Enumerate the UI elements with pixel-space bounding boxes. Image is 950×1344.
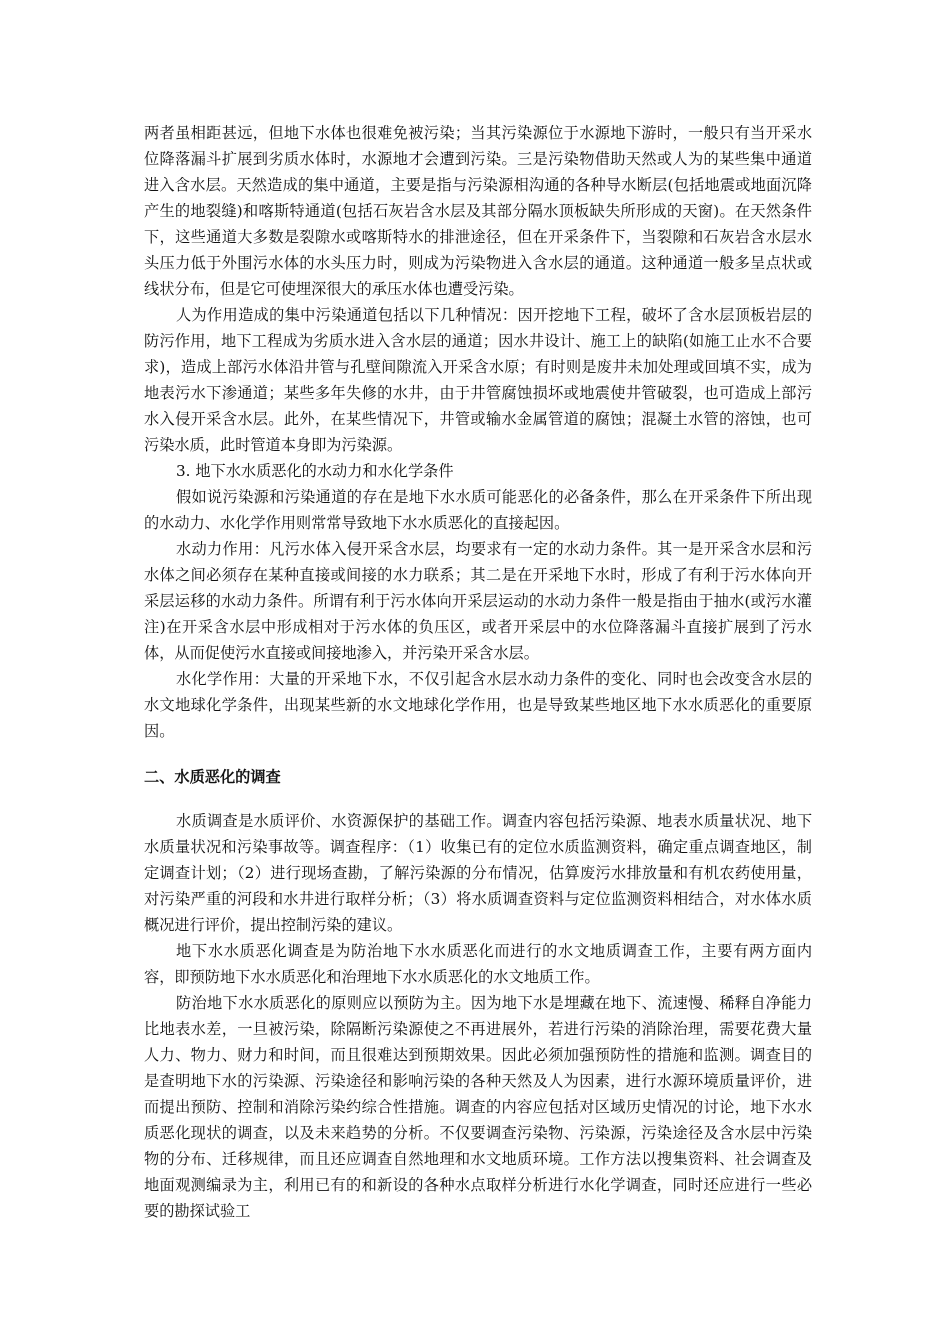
paragraph-2: 人为作用造成的集中污染通道包括以下几种情况：因开挖地下工程，破坏了含水层顶板岩层的防污作用，地下工程成为劣质水进入含水层的通道；因水井设计、施工上的缺陷(如施工止水不合要求)，造成上部污水体沿井管与孔壁间隙流入开采含水原；有时则是废井未加处理或回填不实，成为地表污水下渗通道；某些多年失修的水井，由于井管腐蚀损坏或地震使井管破裂，也可造成上部污水入侵开采含水层。此外，在某些情况下，井管或输水金属管道的腐蚀；混凝土水管的溶蚀，也可污染水质，此时管道本身即为污染源。 xyxy=(144,306,812,454)
spacer xyxy=(144,744,812,764)
document-page xyxy=(144,120,812,1224)
paragraph-9: 防治地下水水质恶化的原则应以预防为主。因为地下水是埋藏在地下、流速慢、稀释自净能力比地表水差，一旦被污染，除隔断污染源使之不再进展外，若进行污染的消除治理，需要花费大量人力、物力、财力和时间，而且很难达到预期效果。因此必须加强预防性的措施和监测。调查目的是查明地下水的污染源、污染途径和影响污染的各种天然及人为因素，进行水源环境质量评价，进而提出预防、控制和消除污染约综合性措施。调查的内容应包括对区域历史情况的讨论，地下水水质恶化现状的调查，以及未来趋势的分析。不仅要调查污染物、污染源，污染途径及含水层中污染物的分布、迁移规律，而且还应调查自然地理和水文地质环境。工作方法以搜集资料、社会调查及地面观测编录为主，利用已有的和新设的各种水点取样分析进行水化学调查，同时还应进行一些必要的勘探试验工 xyxy=(144,994,812,1220)
paragraph-8: 地下水水质恶化调查是为防治地下水水质恶化而进行的水文地质调查工作，主要有两方面内容，即预防地下水水质恶化和治理地下水水质恶化的水文地质工作。 xyxy=(144,942,812,986)
paragraph-4: 假如说污染源和污染通道的存在是地下水水质可能恶化的必备条件，那么在开采条件下所出现的水动力、水化学作用则常常导致地下水水质恶化的直接起因。 xyxy=(144,488,812,532)
paragraph-1: 两者虽相距甚远，但地下水体也很难免被污染；当其污染源位于水源地下游时，一般只有当开采水位降落漏斗扩展到劣质水体时，水源地才会遭到污染。三是污染物借助天然或人为的某些集中通道进入含水层。天然造成的集中通道，主要是指与污染源相沟通的各种导水断层(包括地震或地面沉降产生的地裂缝)和喀斯特通道(包括石灰岩含水层及其部分隔水顶板缺失所形成的天窗)。在天然条件下，这些通道大多数是裂隙水或喀斯特水的排泄途径，但在开采条件下，当裂隙和石灰岩含水层水头压力低于外围污水体的水头压力时，则成为污染物进入含水层的通道。这种通道一般多呈点状或线状分布，但是它可使埋深很大的承压水体也遭受污染。 xyxy=(144,124,812,298)
subsection-title-3: 3. 地下水水质恶化的水动力和水化学条件 xyxy=(176,462,454,480)
paragraph-5: 水动力作用：凡污水体入侵开采含水层，均要求有一定的水动力条件。其一是开采含水层和污水体之间必须存在某种直接或间接的水力联系；其二是在开采地下水时，形成了有利于污水体向开采层运移的水动力条件。所谓有利于污水体向开采层运动的水动力条件一般是指由于抽水(或污水灌注)在开采含水层中形成相对于污水体的负压区，或者开采层中的水位降落漏斗直接扩展到了污水体，从而促使污水直接或间接地渗入，并污染开采含水层。 xyxy=(144,540,812,662)
paragraph-6: 水化学作用：大量的开采地下水，不仅引起含水层水动力条件的变化、同时也会改变含水层的水文地球化学条件，出现某些新的水文地球化学作用，也是导致某些地区地下水水质恶化的重要原因。 xyxy=(144,670,812,740)
paragraph-7: 水质调查是水质评价、水资源保护的基础工作。调查内容包括污染源、地表水质量状况、地下水质量状况和污染事故等。调查程序：（1）收集已有的定位水质监测资料，确定重点调查地区，制定调查计划；（2）进行现场查勘，了解污染源的分布情况，估算废污水排放量和有机农药使用量，对污染严重的河段和水井进行取样分析；（3）将水质调查资料与定位监测资料相结合，对水体水质概况进行评价，提出控制污染的建议。 xyxy=(144,812,812,934)
spacer xyxy=(144,790,812,808)
section-heading: 二、水质恶化的调查 xyxy=(144,768,281,786)
